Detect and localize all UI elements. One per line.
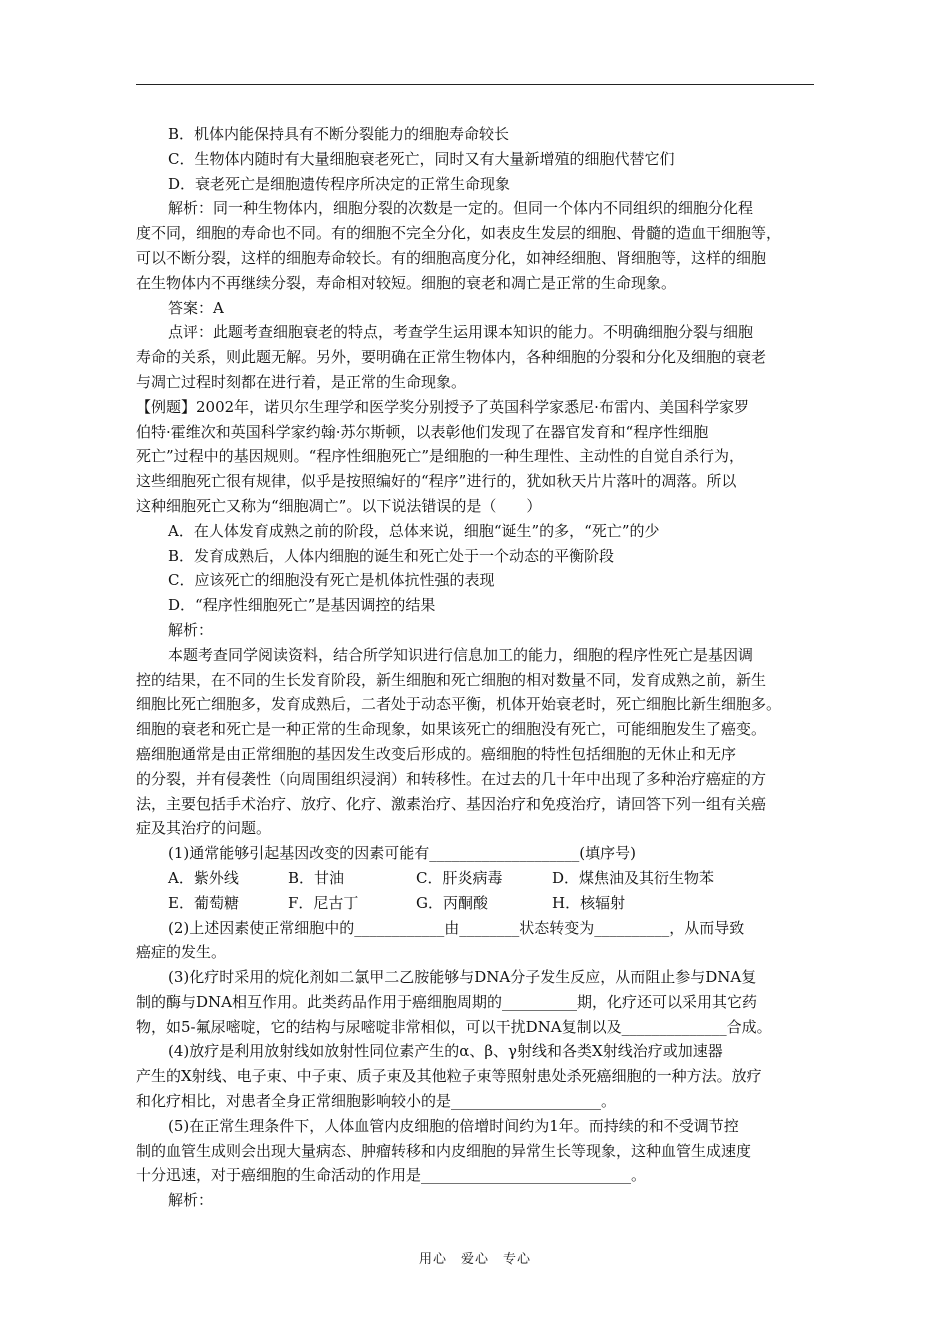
question-4-cont: 产生的X射线、电子束、中子束、质子束及其他粒子束等照射患处杀死癌细胞的一种方法。放疗 — [136, 1067, 762, 1086]
analysis-line: 可以不断分裂，这样的细胞寿命较长。有的细胞高度分化，如神经细胞、肾细胞等，这样的细胞 — [136, 248, 767, 267]
options-row-2 — [136, 891, 814, 916]
example-line: 死亡”过程中的基因规则。“程序性细胞死亡”是细胞的一种生理性、主动性的自觉自杀行为， — [136, 447, 745, 466]
question-1: (1)通常能够引起基因改变的因素可能有____________________(填序号) — [168, 844, 636, 863]
analysis-line: 症及其治疗的问题。 — [136, 819, 272, 838]
option-a: A．紫外线 — [168, 868, 239, 887]
header-rule — [136, 84, 814, 85]
analysis-line: 细胞的衰老和死亡是一种正常的生命现象，如果该死亡的细胞没有死亡，可能细胞发生了癌变。 — [136, 720, 767, 739]
analysis-line: 在生物体内不再继续分裂，寿命相对较短。细胞的衰老和凋亡是正常的生命现象。 — [136, 273, 677, 292]
option-b: B．机体内能保持具有不断分裂能力的细胞寿命较长 — [168, 125, 510, 143]
example-option-a: A．在人体发育成熟之前的阶段，总体来说，细胞“诞生”的多，“死亡”的少 — [168, 521, 660, 540]
example-line: 这种细胞死亡又称为“细胞凋亡”。以下说法错误的是（ ） — [136, 496, 542, 515]
example-line: 这些细胞死亡很有规律，似乎是按照编好的“程序”进行的，犹如秋天片片落叶的凋落。所以 — [136, 472, 737, 491]
question-2: (2)上述因素使正常细胞中的____________由________状态转变为__________，从而导致 — [168, 918, 745, 937]
question-3: (3)化疗时采用的烷化剂如二氯甲二乙胺能够与DNA分子发生反应，从而阻止参与DNA复 — [168, 968, 757, 987]
comment-line: 点评：此题考查细胞衰老的特点，考查学生运用课本知识的能力。不明确细胞分裂与细胞 — [168, 323, 754, 342]
question-5: (5)在正常生理条件下，人体血管内皮细胞的倍增时间约为1年。而持续的和不受调节控 — [168, 1116, 739, 1135]
option-d: D．衰老死亡是细胞遗传程序所决定的正常生命现象 — [168, 174, 511, 193]
example-option-b: B．发育成熟后，人体内细胞的诞生和死亡处于一个动态的平衡阶段 — [168, 546, 615, 565]
example-option-d: D．“程序性细胞死亡”是基因调控的结果 — [168, 596, 436, 615]
option-d: D．煤焦油及其衍生物苯 — [552, 868, 715, 887]
analysis-line: 度不同，细胞的寿命也不同。有的细胞不完全分化，如表皮生发层的细胞、骨髓的造血干细胞等， — [136, 224, 782, 243]
example-line: 伯特·霍维次和英国科学家约翰·苏尔斯顿，以表彰他们发现了在器官发育和“程序性细胞 — [136, 422, 709, 441]
example-line: 【例题】2002年，诺贝尔生理学和医学奖分别授予了英国科学家悉尼·布雷内、美国科学家罗 — [136, 397, 749, 416]
analysis-line: 本题考查同学阅读资料，结合所学知识进行信息加工的能力，细胞的程序性死亡是基因调 — [168, 645, 754, 664]
page-footer: 用心 爱心 专心 — [418, 1252, 531, 1267]
options-row-1 — [136, 866, 814, 891]
comment-line: 寿命的关系，则此题无解。另外，要明确在正常生物体内，各种细胞的分裂和分化及细胞的衰老 — [136, 348, 767, 367]
question-2-cont: 癌症的发生。 — [136, 943, 227, 962]
question-4: (4)放疗是利用放射线如放射性同位素产生的α、β、γ射线和各类X射线治疗或加速器 — [168, 1042, 723, 1061]
option-c: C．生物体内随时有大量细胞衰老死亡，同时又有大量新增殖的细胞代替它们 — [168, 149, 675, 168]
analysis-label: 解析： — [168, 620, 214, 639]
document-body — [136, 122, 814, 1213]
option-e: E．葡萄糖 — [168, 893, 239, 912]
analysis-line: 癌细胞通常是由正常细胞的基因发生改变后形成的。癌细胞的特性包括细胞的无休止和无序 — [136, 744, 737, 763]
option-c: C．肝炎病毒 — [416, 868, 503, 887]
analysis-line: 的分裂，并有侵袭性（向周围组织浸润）和转移性。在过去的几十年中出现了多种治疗癌症的方 — [136, 769, 767, 788]
option-b: B．甘油 — [288, 868, 345, 887]
question-3-cont: 制的酶与DNA相互作用。此类药品作用于癌细胞周期的__________期，化疗还可以采用其它药 — [136, 992, 757, 1011]
question-5-cont: 十分迅速，对于癌细胞的生命活动的作用是____________________________。 — [136, 1166, 647, 1185]
question-4-cont: 和化疗相比，对患者全身正常细胞影响较小的是____________________。 — [136, 1092, 617, 1111]
analysis-line: 法，主要包括手术治疗、放疗、化疗、激素治疗、基因治疗和免疫治疗，请回答下列一组有关癌 — [136, 794, 767, 813]
analysis-label: 解析： — [168, 1191, 214, 1210]
question-3-cont: 物，如5-氟尿嘧啶，它的结构与尿嘧啶非常相似，可以干扰DNA复制以及______________合成。 — [136, 1017, 772, 1036]
option-h: H．核辐射 — [552, 893, 626, 912]
comment-line: 与凋亡过程时刻都在进行着，是正常的生命现象。 — [136, 372, 467, 391]
question-5-cont: 制的血管生成则会出现大量病态、肿瘤转移和内皮细胞的异常生长等现象，这种血管生成速度 — [136, 1141, 752, 1160]
option-f: F．尼古丁 — [288, 893, 359, 912]
analysis-line: 控的结果，在不同的生长发育阶段，新生细胞和死亡细胞的相对数量不同，发育成熟之前，新生 — [136, 670, 767, 689]
example-option-c: C．应该死亡的细胞没有死亡是机体抗性强的表现 — [168, 571, 495, 590]
answer-line: 答案：A — [168, 298, 224, 317]
option-g: G．丙酮酸 — [416, 893, 488, 912]
analysis-line: 细胞比死亡细胞多，发育成熟后，二者处于动态平衡，机体开始衰老时，死亡细胞比新生细胞多。 — [136, 695, 782, 714]
analysis-line: 解析：同一种生物体内，细胞分裂的次数是一定的。但同一个体内不同组织的细胞分化程 — [168, 199, 754, 218]
